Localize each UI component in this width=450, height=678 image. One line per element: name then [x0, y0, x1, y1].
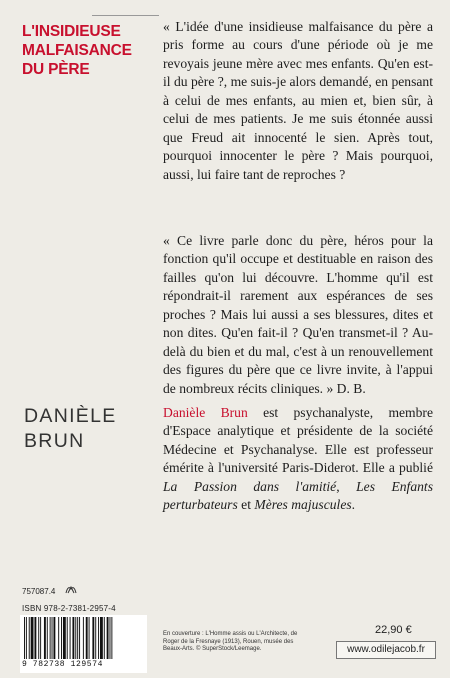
barcode-bar	[104, 617, 105, 659]
author-last-name: BRUN	[24, 430, 85, 452]
bio-book-3: Mères majuscules	[254, 497, 352, 513]
barcode-bar	[58, 617, 59, 659]
book-title	[22, 22, 152, 79]
barcode-bar	[53, 617, 55, 659]
title-line-1: L'INSIDIEUSE	[22, 23, 121, 40]
barcode-bar	[44, 617, 46, 659]
publisher-website[interactable]: www.odilejacob.fr	[336, 641, 436, 659]
product-code: 757087.4	[22, 587, 56, 596]
barcode-bar	[100, 617, 103, 659]
bio-book-2: Les Enfants perturbateurs	[163, 478, 433, 513]
barcode-bar	[92, 617, 94, 659]
barcode-bar	[29, 617, 30, 659]
publisher-mark-icon	[64, 583, 78, 599]
barcode-bar	[89, 617, 90, 659]
barcode-bar	[110, 617, 111, 659]
barcode-bar	[67, 617, 68, 659]
barcode-bar	[40, 617, 41, 659]
barcode-bar	[26, 617, 27, 659]
barcode-bar	[111, 617, 112, 659]
bio-end: .	[351, 497, 356, 513]
title-rule	[92, 15, 159, 16]
bio-book-1: La Passion dans l'amitié	[163, 478, 337, 494]
barcode-bar	[63, 617, 66, 659]
quote-paragraph-1: « L'idée d'une insidieuse malfaisance du père a pris forme au cours d'une période où je me revoyais jeune mère avec mes enfants. Qu'en est-il du père ?, me suis-je alors demandé, en pensant à celui de mes enfants, au mien et, bien sûr, à celui de mes patients. Je me suis étonnée aussi que Freud ait innocenté le sien. Après tout, pourquoi innocenter le père ? Mais pourquoi, aussi, lui faire tant de reproches ?	[163, 19, 433, 182]
barcode-bar	[38, 617, 39, 659]
title-line-2: MALFAISANCE	[22, 42, 132, 59]
cover-credit: En couverture : L'Homme assis ou L'Architecte, de Roger de la Fresnaye (1913), Rouen, musée des Beaux-Arts. © SuperStock/Leemage.	[163, 631, 298, 652]
author-name	[24, 404, 154, 454]
barcode-bar	[75, 617, 76, 659]
barcode-bar	[61, 617, 62, 659]
bio-author-name: Danièle Brun	[163, 405, 248, 420]
barcode-bar	[72, 617, 74, 659]
title-line-3: DU PÈRE	[22, 61, 90, 78]
barcode-bar	[24, 617, 25, 659]
bio-sep-2: et	[237, 497, 255, 513]
barcode-bar	[47, 617, 48, 659]
isbn: ISBN 978-2-7381-2957-4	[22, 604, 116, 613]
barcode-bar	[79, 617, 80, 659]
barcode-bar	[77, 617, 78, 659]
barcode-bar	[86, 617, 88, 659]
price: 22,90 €	[375, 624, 412, 636]
barcode-bar	[31, 617, 34, 659]
barcode-bar	[107, 617, 109, 659]
barcode-digits: 9 782738 129574	[22, 660, 104, 669]
barcode-bar	[70, 617, 71, 659]
author-bio	[163, 404, 433, 515]
barcode-bar	[98, 617, 99, 659]
bio-sep-1: ,	[336, 478, 357, 494]
barcode-bar	[52, 617, 53, 659]
barcode-bar	[50, 617, 51, 659]
barcode-bar	[83, 617, 84, 659]
quote-paragraph-2: « Ce livre parle donc du père, héros pour la fonction qu'il occupe et destituable en raison des failles qu'on lui découvre. L'homme qu'il est répondrait-il rarement aux espérances de ses proches ? Mais lui aussi a ses blessures, dites et non dites. Qu'en fait-il ? Qu'en transmet-il ? Au-delà du bien et du mal, c'est à un renouvellement des figures du père que ce livre invite, à l'appui de nombreux récits cliniques. » D. B.	[163, 233, 433, 396]
bio-text: est psychanalyste, membre d'Espace analytique et présidente de la société Médecine et Psychanalyse. Elle est professeur émérite à l'université Paris-Diderot. Elle a publié	[163, 405, 433, 476]
barcode-bar	[34, 617, 36, 659]
author-first-name: DANIÈLE	[24, 405, 117, 427]
barcode-bar	[95, 617, 96, 659]
